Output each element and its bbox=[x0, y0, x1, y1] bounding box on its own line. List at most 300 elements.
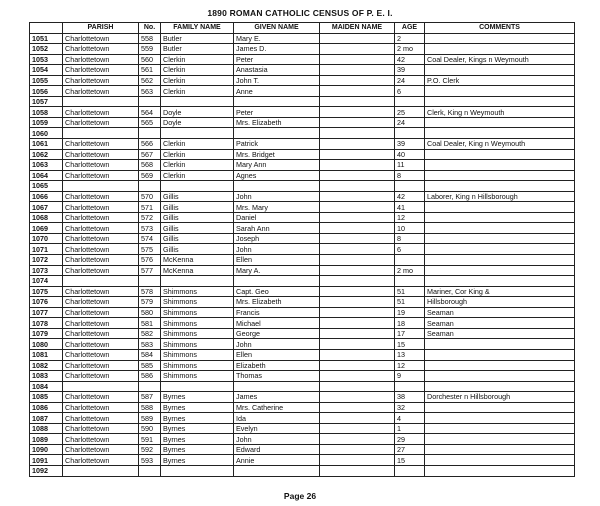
given-name-cell: Mary E. bbox=[234, 33, 320, 44]
age-cell bbox=[395, 465, 425, 476]
table-row bbox=[30, 75, 575, 86]
age-cell: 51 bbox=[395, 286, 425, 297]
table-row bbox=[30, 212, 575, 223]
row-number-cell: 1059 bbox=[30, 117, 63, 128]
family-name-cell: Byrnes bbox=[161, 444, 234, 455]
census-table bbox=[29, 22, 575, 477]
age-cell: 2 mo bbox=[395, 265, 425, 276]
table-row bbox=[30, 339, 575, 350]
parish-cell: Charlottetown bbox=[63, 265, 139, 276]
age-cell: 10 bbox=[395, 223, 425, 234]
number-cell: 582 bbox=[139, 328, 161, 339]
family-name-cell: Shimmons bbox=[161, 297, 234, 308]
maiden-name-cell bbox=[320, 434, 395, 445]
table-row bbox=[30, 392, 575, 403]
parish-cell: Charlottetown bbox=[63, 33, 139, 44]
age-cell: 6 bbox=[395, 86, 425, 97]
given-name-cell bbox=[234, 181, 320, 192]
table-row bbox=[30, 86, 575, 97]
age-cell: 11 bbox=[395, 160, 425, 171]
given-name-cell bbox=[234, 128, 320, 139]
number-cell bbox=[139, 465, 161, 476]
row-number-cell: 1061 bbox=[30, 139, 63, 150]
row-number-cell: 1087 bbox=[30, 413, 63, 424]
age-cell: 4 bbox=[395, 413, 425, 424]
row-number-cell: 1071 bbox=[30, 244, 63, 255]
row-number-cell: 1055 bbox=[30, 75, 63, 86]
row-number-cell: 1080 bbox=[30, 339, 63, 350]
given-name-cell: John bbox=[234, 191, 320, 202]
maiden-name-cell bbox=[320, 465, 395, 476]
parish-cell: Charlottetown bbox=[63, 307, 139, 318]
comments-cell bbox=[425, 117, 575, 128]
maiden-name-cell bbox=[320, 139, 395, 150]
number-cell: 592 bbox=[139, 444, 161, 455]
comments-cell: Seaman bbox=[425, 328, 575, 339]
number-cell: 573 bbox=[139, 223, 161, 234]
table-row bbox=[30, 202, 575, 213]
comments-cell bbox=[425, 339, 575, 350]
comments-cell bbox=[425, 212, 575, 223]
age-cell: 2 bbox=[395, 33, 425, 44]
family-name-cell: Butler bbox=[161, 33, 234, 44]
family-name-cell: Byrnes bbox=[161, 434, 234, 445]
age-cell: 8 bbox=[395, 233, 425, 244]
row-number-cell: 1053 bbox=[30, 54, 63, 65]
comments-cell bbox=[425, 276, 575, 287]
maiden-name-cell bbox=[320, 328, 395, 339]
maiden-name-cell bbox=[320, 96, 395, 107]
table-row bbox=[30, 223, 575, 234]
number-cell: 571 bbox=[139, 202, 161, 213]
row-number-cell: 1074 bbox=[30, 276, 63, 287]
family-name-cell: Clerkin bbox=[161, 160, 234, 171]
row-number-cell: 1076 bbox=[30, 297, 63, 308]
given-name-cell: Mrs. Elizabeth bbox=[234, 297, 320, 308]
comments-cell bbox=[425, 65, 575, 76]
family-name-cell: Doyle bbox=[161, 107, 234, 118]
given-name-cell bbox=[234, 96, 320, 107]
family-name-cell: Byrnes bbox=[161, 423, 234, 434]
column-header-parish: PARISH bbox=[63, 23, 139, 34]
given-name-cell: Evelyn bbox=[234, 423, 320, 434]
given-name-cell: Daniel bbox=[234, 212, 320, 223]
given-name-cell: Francis bbox=[234, 307, 320, 318]
maiden-name-cell bbox=[320, 286, 395, 297]
age-cell: 41 bbox=[395, 202, 425, 213]
row-number-cell: 1081 bbox=[30, 349, 63, 360]
number-cell: 561 bbox=[139, 65, 161, 76]
number-cell: 580 bbox=[139, 307, 161, 318]
family-name-cell: Gillis bbox=[161, 202, 234, 213]
family-name-cell: Byrnes bbox=[161, 402, 234, 413]
parish-cell: Charlottetown bbox=[63, 202, 139, 213]
maiden-name-cell bbox=[320, 349, 395, 360]
given-name-cell: Peter bbox=[234, 107, 320, 118]
given-name-cell: Mary A. bbox=[234, 265, 320, 276]
parish-cell: Charlottetown bbox=[63, 75, 139, 86]
number-cell: 572 bbox=[139, 212, 161, 223]
row-number-cell: 1082 bbox=[30, 360, 63, 371]
maiden-name-cell bbox=[320, 86, 395, 97]
maiden-name-cell bbox=[320, 307, 395, 318]
maiden-name-cell bbox=[320, 381, 395, 392]
family-name-cell: Byrnes bbox=[161, 392, 234, 403]
family-name-cell: Byrnes bbox=[161, 413, 234, 424]
given-name-cell: James D. bbox=[234, 44, 320, 55]
family-name-cell bbox=[161, 181, 234, 192]
row-number-cell: 1057 bbox=[30, 96, 63, 107]
page-number: Page 26 bbox=[283, 491, 317, 501]
comments-cell bbox=[425, 223, 575, 234]
age-cell: 19 bbox=[395, 307, 425, 318]
given-name-cell: Mrs. Bridget bbox=[234, 149, 320, 160]
maiden-name-cell bbox=[320, 149, 395, 160]
family-name-cell: Shimmons bbox=[161, 339, 234, 350]
row-number-cell: 1075 bbox=[30, 286, 63, 297]
row-number-cell: 1064 bbox=[30, 170, 63, 181]
row-number-cell: 1090 bbox=[30, 444, 63, 455]
parish-cell: Charlottetown bbox=[63, 297, 139, 308]
maiden-name-cell bbox=[320, 444, 395, 455]
comments-cell bbox=[425, 181, 575, 192]
age-cell: 12 bbox=[395, 360, 425, 371]
family-name-cell: Shimmons bbox=[161, 371, 234, 382]
number-cell: 579 bbox=[139, 297, 161, 308]
row-number-cell: 1063 bbox=[30, 160, 63, 171]
number-cell: 588 bbox=[139, 402, 161, 413]
parish-cell: Charlottetown bbox=[63, 455, 139, 466]
maiden-name-cell bbox=[320, 371, 395, 382]
maiden-name-cell bbox=[320, 44, 395, 55]
table-row bbox=[30, 276, 575, 287]
parish-cell: Charlottetown bbox=[63, 160, 139, 171]
parish-cell bbox=[63, 128, 139, 139]
number-cell bbox=[139, 96, 161, 107]
comments-cell bbox=[425, 170, 575, 181]
age-cell: 42 bbox=[395, 191, 425, 202]
maiden-name-cell bbox=[320, 54, 395, 65]
maiden-name-cell bbox=[320, 191, 395, 202]
age-cell: 2 mo bbox=[395, 44, 425, 55]
maiden-name-cell bbox=[320, 402, 395, 413]
table-row bbox=[30, 349, 575, 360]
number-cell: 584 bbox=[139, 349, 161, 360]
table-row bbox=[30, 107, 575, 118]
age-cell bbox=[395, 96, 425, 107]
maiden-name-cell bbox=[320, 233, 395, 244]
family-name-cell: Shimmons bbox=[161, 360, 234, 371]
parish-cell: Charlottetown bbox=[63, 117, 139, 128]
family-name-cell: Gillis bbox=[161, 212, 234, 223]
number-cell: 581 bbox=[139, 318, 161, 329]
age-cell: 32 bbox=[395, 402, 425, 413]
maiden-name-cell bbox=[320, 107, 395, 118]
table-row bbox=[30, 455, 575, 466]
age-cell bbox=[395, 381, 425, 392]
number-cell: 590 bbox=[139, 423, 161, 434]
number-cell bbox=[139, 276, 161, 287]
row-number-cell: 1056 bbox=[30, 86, 63, 97]
maiden-name-cell bbox=[320, 244, 395, 255]
row-number-cell: 1066 bbox=[30, 191, 63, 202]
maiden-name-cell bbox=[320, 255, 395, 266]
age-cell: 12 bbox=[395, 212, 425, 223]
parish-cell bbox=[63, 465, 139, 476]
given-name-cell: John T. bbox=[234, 75, 320, 86]
age-cell: 1 bbox=[395, 423, 425, 434]
parish-cell: Charlottetown bbox=[63, 149, 139, 160]
comments-cell: Seaman bbox=[425, 307, 575, 318]
maiden-name-cell bbox=[320, 117, 395, 128]
number-cell: 574 bbox=[139, 233, 161, 244]
table-row bbox=[30, 33, 575, 44]
maiden-name-cell bbox=[320, 297, 395, 308]
age-cell bbox=[395, 255, 425, 266]
family-name-cell: Clerkin bbox=[161, 170, 234, 181]
number-cell bbox=[139, 181, 161, 192]
given-name-cell: George bbox=[234, 328, 320, 339]
maiden-name-cell bbox=[320, 202, 395, 213]
given-name-cell: Mrs. Mary bbox=[234, 202, 320, 213]
comments-cell bbox=[425, 434, 575, 445]
header-row bbox=[30, 23, 575, 34]
given-name-cell: Anne bbox=[234, 86, 320, 97]
table-row bbox=[30, 44, 575, 55]
parish-cell bbox=[63, 181, 139, 192]
family-name-cell: Shimmons bbox=[161, 349, 234, 360]
number-cell: 559 bbox=[139, 44, 161, 55]
family-name-cell: Clerkin bbox=[161, 75, 234, 86]
parish-cell: Charlottetown bbox=[63, 286, 139, 297]
number-cell: 568 bbox=[139, 160, 161, 171]
comments-cell bbox=[425, 455, 575, 466]
number-cell: 566 bbox=[139, 139, 161, 150]
parish-cell: Charlottetown bbox=[63, 444, 139, 455]
maiden-name-cell bbox=[320, 392, 395, 403]
age-cell: 8 bbox=[395, 170, 425, 181]
given-name-cell bbox=[234, 465, 320, 476]
table-row bbox=[30, 139, 575, 150]
row-number-cell: 1062 bbox=[30, 149, 63, 160]
age-cell: 39 bbox=[395, 139, 425, 150]
family-name-cell: Shimmons bbox=[161, 318, 234, 329]
given-name-cell: Mrs. Catherine bbox=[234, 402, 320, 413]
given-name-cell: Ellen bbox=[234, 255, 320, 266]
table-row bbox=[30, 423, 575, 434]
given-name-cell: John bbox=[234, 339, 320, 350]
maiden-name-cell bbox=[320, 75, 395, 86]
given-name-cell: Edward bbox=[234, 444, 320, 455]
given-name-cell: Joseph bbox=[234, 233, 320, 244]
maiden-name-cell bbox=[320, 455, 395, 466]
parish-cell: Charlottetown bbox=[63, 423, 139, 434]
number-cell: 577 bbox=[139, 265, 161, 276]
maiden-name-cell bbox=[320, 160, 395, 171]
row-number-cell: 1058 bbox=[30, 107, 63, 118]
number-cell: 563 bbox=[139, 86, 161, 97]
family-name-cell: McKenna bbox=[161, 255, 234, 266]
given-name-cell: Michael bbox=[234, 318, 320, 329]
number-cell: 562 bbox=[139, 75, 161, 86]
row-number-cell: 1065 bbox=[30, 181, 63, 192]
table-row bbox=[30, 328, 575, 339]
comments-cell bbox=[425, 444, 575, 455]
family-name-cell: Clerkin bbox=[161, 65, 234, 76]
number-cell: 558 bbox=[139, 33, 161, 44]
parish-cell: Charlottetown bbox=[63, 349, 139, 360]
age-cell: 6 bbox=[395, 244, 425, 255]
parish-cell: Charlottetown bbox=[63, 360, 139, 371]
family-name-cell: Shimmons bbox=[161, 307, 234, 318]
family-name-cell bbox=[161, 381, 234, 392]
comments-cell bbox=[425, 402, 575, 413]
parish-cell: Charlottetown bbox=[63, 107, 139, 118]
table-row bbox=[30, 54, 575, 65]
age-cell: 15 bbox=[395, 339, 425, 350]
table-row bbox=[30, 191, 575, 202]
family-name-cell: Doyle bbox=[161, 117, 234, 128]
given-name-cell: Annie bbox=[234, 455, 320, 466]
table-row bbox=[30, 402, 575, 413]
comments-cell bbox=[425, 96, 575, 107]
age-cell: 51 bbox=[395, 297, 425, 308]
row-number-cell: 1083 bbox=[30, 371, 63, 382]
number-cell: 560 bbox=[139, 54, 161, 65]
age-cell: 40 bbox=[395, 149, 425, 160]
column-header-given-name: GIVEN NAME bbox=[234, 23, 320, 34]
comments-cell bbox=[425, 160, 575, 171]
table-row bbox=[30, 181, 575, 192]
number-cell: 589 bbox=[139, 413, 161, 424]
parish-cell: Charlottetown bbox=[63, 255, 139, 266]
comments-cell bbox=[425, 413, 575, 424]
table-row bbox=[30, 360, 575, 371]
given-name-cell bbox=[234, 381, 320, 392]
table-row bbox=[30, 170, 575, 181]
age-cell: 38 bbox=[395, 392, 425, 403]
number-cell: 578 bbox=[139, 286, 161, 297]
family-name-cell: Gillis bbox=[161, 233, 234, 244]
age-cell: 27 bbox=[395, 444, 425, 455]
family-name-cell bbox=[161, 96, 234, 107]
table-row bbox=[30, 465, 575, 476]
parish-cell: Charlottetown bbox=[63, 170, 139, 181]
table-row bbox=[30, 413, 575, 424]
table-row bbox=[30, 318, 575, 329]
age-cell: 29 bbox=[395, 434, 425, 445]
family-name-cell: Shimmons bbox=[161, 328, 234, 339]
given-name-cell: Thomas bbox=[234, 371, 320, 382]
maiden-name-cell bbox=[320, 170, 395, 181]
number-cell: 593 bbox=[139, 455, 161, 466]
column-header-maiden-name: MAIDEN NAME bbox=[320, 23, 395, 34]
number-cell: 585 bbox=[139, 360, 161, 371]
maiden-name-cell bbox=[320, 212, 395, 223]
comments-cell: Dorchester n Hillsborough bbox=[425, 392, 575, 403]
table-row bbox=[30, 444, 575, 455]
age-cell: 42 bbox=[395, 54, 425, 65]
comments-cell bbox=[425, 381, 575, 392]
number-cell: 564 bbox=[139, 107, 161, 118]
row-number-cell: 1070 bbox=[30, 233, 63, 244]
row-number-cell: 1068 bbox=[30, 212, 63, 223]
family-name-cell: Clerkin bbox=[161, 149, 234, 160]
row-number-cell: 1060 bbox=[30, 128, 63, 139]
parish-cell: Charlottetown bbox=[63, 139, 139, 150]
parish-cell: Charlottetown bbox=[63, 318, 139, 329]
given-name-cell: Ida bbox=[234, 413, 320, 424]
family-name-cell: Gillis bbox=[161, 244, 234, 255]
row-number-cell: 1078 bbox=[30, 318, 63, 329]
table-row bbox=[30, 297, 575, 308]
family-name-cell bbox=[161, 276, 234, 287]
row-number-cell: 1077 bbox=[30, 307, 63, 318]
comments-cell bbox=[425, 255, 575, 266]
comments-cell bbox=[425, 202, 575, 213]
comments-cell: Hillsborough bbox=[425, 297, 575, 308]
number-cell: 570 bbox=[139, 191, 161, 202]
row-number-cell: 1086 bbox=[30, 402, 63, 413]
maiden-name-cell bbox=[320, 33, 395, 44]
family-name-cell: Gillis bbox=[161, 223, 234, 234]
age-cell bbox=[395, 276, 425, 287]
table-row bbox=[30, 128, 575, 139]
comments-cell: Seaman bbox=[425, 318, 575, 329]
number-cell: 591 bbox=[139, 434, 161, 445]
table-row bbox=[30, 233, 575, 244]
comments-cell bbox=[425, 265, 575, 276]
given-name-cell: Agnes bbox=[234, 170, 320, 181]
parish-cell: Charlottetown bbox=[63, 191, 139, 202]
table-row bbox=[30, 286, 575, 297]
given-name-cell: Patrick bbox=[234, 139, 320, 150]
family-name-cell bbox=[161, 465, 234, 476]
parish-cell: Charlottetown bbox=[63, 413, 139, 424]
comments-cell: Coal Dealer, King n Weymouth bbox=[425, 139, 575, 150]
parish-cell bbox=[63, 276, 139, 287]
family-name-cell: Shimmons bbox=[161, 286, 234, 297]
given-name-cell: Mary Ann bbox=[234, 160, 320, 171]
family-name-cell: Butler bbox=[161, 44, 234, 55]
age-cell: 24 bbox=[395, 117, 425, 128]
parish-cell bbox=[63, 381, 139, 392]
comments-cell bbox=[425, 233, 575, 244]
maiden-name-cell bbox=[320, 413, 395, 424]
given-name-cell: John bbox=[234, 244, 320, 255]
family-name-cell: Clerkin bbox=[161, 54, 234, 65]
family-name-cell: Clerkin bbox=[161, 139, 234, 150]
parish-cell: Charlottetown bbox=[63, 233, 139, 244]
comments-cell bbox=[425, 371, 575, 382]
row-number-cell: 1072 bbox=[30, 255, 63, 266]
family-name-cell: Gillis bbox=[161, 191, 234, 202]
row-number-cell: 1091 bbox=[30, 455, 63, 466]
comments-cell bbox=[425, 423, 575, 434]
comments-cell: Mariner, Cor King & bbox=[425, 286, 575, 297]
comments-cell bbox=[425, 149, 575, 160]
row-number-cell: 1088 bbox=[30, 423, 63, 434]
row-number-cell: 1085 bbox=[30, 392, 63, 403]
age-cell: 15 bbox=[395, 455, 425, 466]
column-header-age: AGE bbox=[395, 23, 425, 34]
row-number-cell: 1079 bbox=[30, 328, 63, 339]
row-number-cell: 1089 bbox=[30, 434, 63, 445]
census-body bbox=[30, 33, 575, 476]
given-name-cell: Ellen bbox=[234, 349, 320, 360]
document-title: 1890 ROMAN CATHOLIC CENSUS OF P. E. I. bbox=[207, 8, 393, 18]
given-name-cell: Anastasia bbox=[234, 65, 320, 76]
